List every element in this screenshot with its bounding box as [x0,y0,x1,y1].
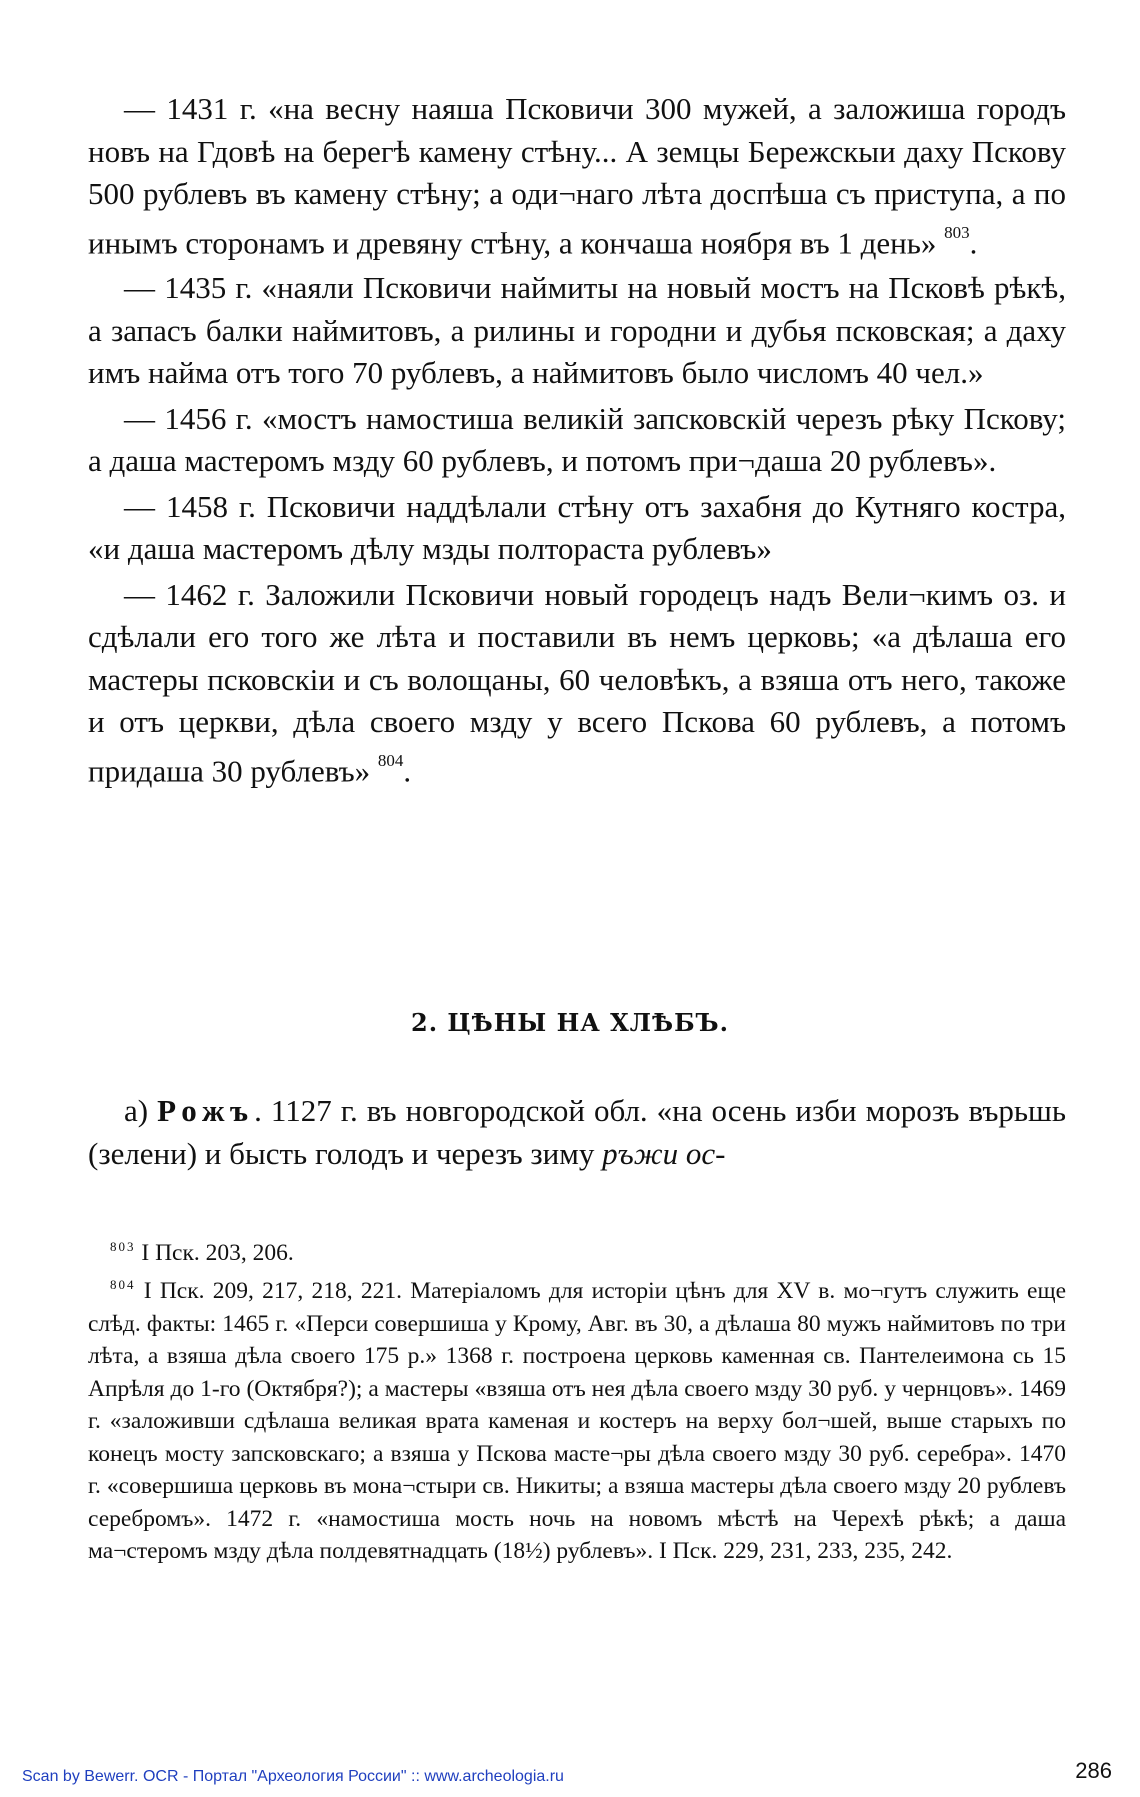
term-rye: Рожъ [157,1093,255,1128]
paragraph-1456 [88,398,1066,483]
footnote-text: I Пск. 209, 217, 218, 221. Матеріаломъ для исторіи цѣнъ для XV в. мо¬гутъ служить еще слѣд. факты: 1465 г. «Перси совершиша у Крому, Авг. въ 30, а дѣлаша 80 мужъ наймитовъ по три лѣта, а взяша дѣла своего 175 р.» 1368 г. построена церковь каменная св. Пантелеимона сь 15 Апрѣля до 1-го (Октября?); а мастеры «взяша отъ нея дѣла своего мзду 30 руб. у чернцовъ». 1469 г. «заложивши сдѣлаша великая врата каменая и костеръ на верху бол¬шей, выше старыхъ по конецъ мосту запсковскаго; а взяша у Пскова масте¬ры дѣла своего мзду 30 руб. серебра». 1470 г. «совершиша церковь въ мона¬стыри св. Никиты; а взяша мастеры дѣла своего мзду 20 рублевъ серебромъ». 1472 г. «намостиша мость ночь на новомъ мѣстѣ на Черехѣ рѣкѣ; а даша ма¬стеромъ мзду дѣла полдевятнадцать (18½) рублевъ». I Пск. 229, 231, 233, 235, 242. [88,1278,1066,1565]
section-heading: 2. ЦѢНЫ НА ХЛѢБЪ. [411,1008,729,1037]
section-body [88,1090,1066,1178]
paragraph-1462 [88,574,1066,793]
footnote-number: 803 [110,1239,136,1254]
paragraph-1458 [88,486,1066,571]
paragraph-text: — 1462 г. Заложили Псковичи новый городецъ надъ Вели¬кимъ оз. и сдѣлали его того же лѣта и поставили въ немъ церковь; «а дѣлаша его мастеры псковскiи и съ волощаны, 60 человѣкъ, а взяша отъ него, такоже и отъ церкви, дѣла своего мзду у всего Пскова 60 рублевъ, а потомъ придаша 30 рублевъ» [88,576,1066,789]
paragraph-end: . [403,753,412,789]
paragraph-rye [88,1090,1066,1175]
footnote-ref-803[interactable]: 803 [944,222,970,242]
footnote-803 [88,1231,1066,1269]
main-text [88,88,1066,796]
footnote-text: I Пск. 203, 206. [141,1239,294,1266]
footnote-ref-804[interactable]: 804 [377,750,404,770]
list-marker: а) [124,1093,149,1128]
paragraph-text: — 1431 г. «на весну наяша Псковичи 300 мужей, а заложиша городъ новъ на Гдовѣ на берегѣ камену стѣну... А земцы Бережскыи даху Пскову 500 рублевъ въ камену стѣну; а оди¬наго лѣта доспѣша съ приступа, а по инымъ сторонамъ и древяну стѣну, а кончаша ноября въ 1 день» [88,91,1066,260]
footnote-804 [88,1269,1066,1567]
footnote-number: 804 [110,1277,136,1293]
italic-quote: ръжи ос- [602,1135,726,1171]
footer-credit-link[interactable]: Scan by Bewerr. OCR - Портал "Археология России" :: www.archeologia.ru [22,1768,564,1785]
paragraph-text: — 1458 г. Псковичи наддѣлали стѣну отъ захабня до Кутняго костра, «и даша мастеромъ дѣлу мзды полтораста рублевъ» [88,488,1066,567]
paragraph-1435 [88,267,1066,395]
page-number: 286 [1075,1758,1112,1783]
paragraph-text: . 1127 г. въ новгородской обл. «на осень изби морозъ върьшь (зелени) и бысть голодъ и черезъ зиму [88,1093,1066,1171]
paragraph-end: . [969,224,978,260]
paragraph-1431 [88,88,1066,264]
footnotes [88,1231,1066,1568]
paragraph-text: — 1456 г. «мостъ намостиша великій запсковскій черезъ рѣку Пскову; а даша мастеромъ мзду 60 рублевъ, и потомъ при¬даша 20 рублевъ». [88,400,1066,479]
paragraph-text: — 1435 г. «наяли Псковичи наймиты на новый мостъ на Псковѣ рѣкѣ, а запасъ балки наймитовъ, а рилины и городни и дубья псковская; а даху имъ найма отъ того 70 рублевъ, а наймитовъ было числомъ 40 чел.» [88,270,1066,391]
